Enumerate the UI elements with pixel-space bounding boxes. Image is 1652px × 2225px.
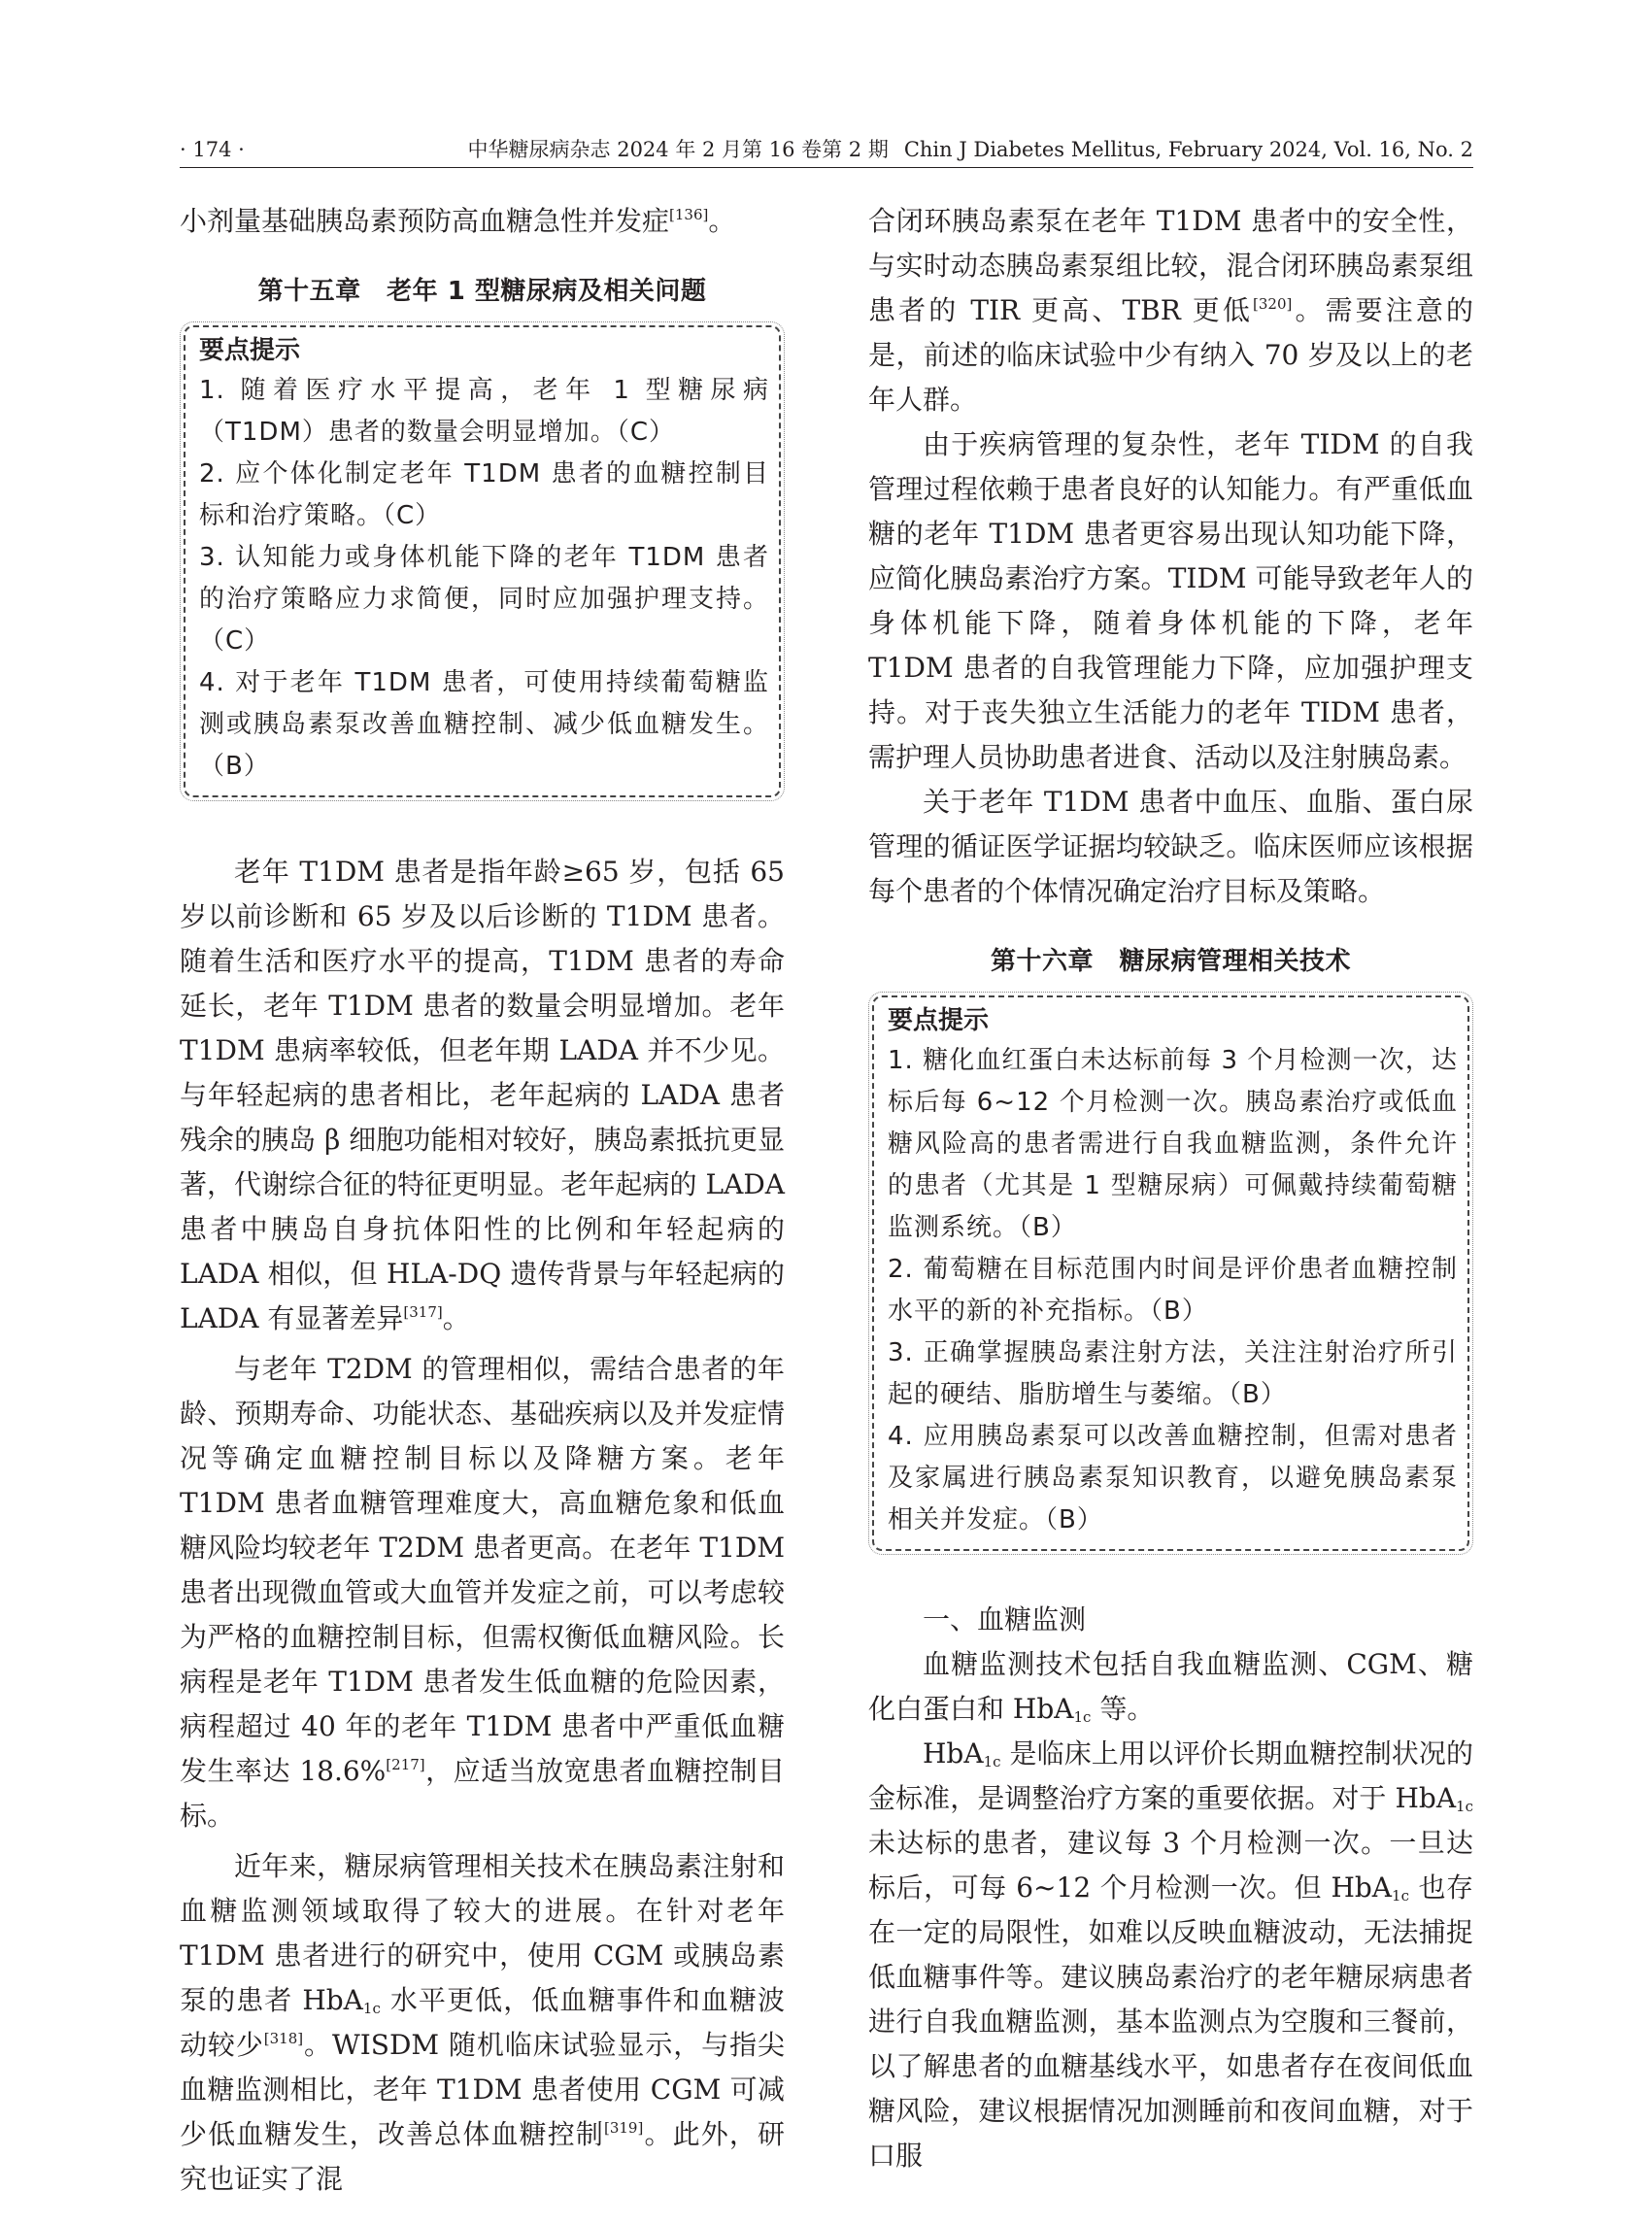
section-heading: 一、血糖监测 — [923, 1603, 1087, 1635]
left-column — [180, 199, 785, 2202]
journal-name-en: Chin J Diabetes Mellitus, February 2024, Vol. 16, No. 2 — [903, 138, 1473, 161]
key-point: 3. 正确掌握胰岛素注射方法，关注注射治疗所引起的硬结、脂肪增生与萎缩。（B） — [888, 1338, 1458, 1409]
paragraph: 与老年 T2DM 的管理相似，需结合患者的年龄、预期寿命、功能状态、基础疾病以及并发症情况等确定血糖控制目标以及降糖方案。老年 T1DM 患者血糖管理难度大，高血糖危象和低血糖风险均较老年 T2DM 患者更高。在老年 T1DM 患者出现微血管或大血管并发症之前，可以考虑较为严格的血糖控制目标，但需权衡低血糖风险。长病程是老年 T1DM 患者发生低血糖的危险因素，病程超过 40 年的老年 T1DM 患者中严重低血糖发生率达 18.6%[217]，应适当放宽患者血糖控制目标。 — [180, 1353, 785, 1832]
chapter-title: 第十五章 老年 1 型糖尿病及相关问题 — [257, 277, 707, 306]
right-column — [868, 199, 1473, 2178]
key-point: 4. 对于老年 T1DM 患者，可使用持续葡萄糖监测或胰岛素泵改善血糖控制、减少低血糖发生。（B） — [199, 668, 769, 781]
paragraph: 血糖监测技术包括自我血糖监测、CGM、糖化白蛋白和 HbA$_{1c}$ 等。 — [868, 1648, 1473, 1726]
paragraph: 由于疾病管理的复杂性，老年 TIDM 的自我管理过程依赖于患者良好的认知能力。有严重低血糖的老年 T1DM 患者更容易出现认知功能下降，应简化胰岛素治疗方案。TIDM 可能导致老年人的身体机能下降，随着身体机能的下降，老年 T1DM 患者的自我管理能力下降，应加强护理支持。对于丧失独立生活能力的老年 TIDM 患者，需护理人员协助患者进食、活动以及注射胰岛素。 — [868, 428, 1473, 773]
paragraph: 近年来，糖尿病管理相关技术在胰岛素注射和血糖监测领域取得了较大的进展。在针对老年 T1DM 患者进行的研究中，使用 CGM 或胰岛素泵的患者 HbA$_{1c}$ 水平更低，低血糖事件和血糖波动较少[318]。WISDM 随机临床试验显示，与指尖血糖监测相比，老年 T1DM 患者使用 CGM 可减少低血糖发生，改善总体血糖控制[319]。此外，研究也证实了混 — [180, 1850, 785, 2195]
page-number: · 174 · — [180, 138, 245, 161]
citation-ref[interactable]: [317] — [403, 1303, 443, 1321]
citation-ref[interactable]: [136] — [669, 206, 709, 223]
box-title: 要点提示 — [199, 336, 301, 365]
key-point: 2. 应个体化制定老年 T1DM 患者的血糖控制目标和治疗策略。（C） — [199, 459, 769, 530]
paragraph: 小剂量基础胰岛素预防高血糖急性并发症[136]。 — [180, 205, 736, 237]
journal-name-cn: 中华糖尿病杂志 2024 年 2 月第 16 卷第 2 期 — [467, 138, 889, 161]
key-points-box — [184, 325, 781, 797]
key-point: 3. 认知能力或身体机能下降的老年 T1DM 患者的治疗策略应力求简便，同时应加强护理支持。（C） — [199, 543, 769, 656]
box-title: 要点提示 — [888, 1006, 990, 1035]
citation-ref[interactable]: [318] — [263, 2030, 304, 2047]
paragraph: 关于老年 T1DM 患者中血压、血脂、蛋白尿管理的循证医学证据均较缺乏。临床医师应该根据每个患者的个体情况确定治疗目标及策略。 — [868, 786, 1473, 907]
chapter-title: 第十六章 糖尿病管理相关技术 — [990, 947, 1351, 976]
paragraph: HbA$_{1c}$ 是临床上用以评价长期血糖控制状况的金标准，是调整治疗方案的重要依据。对于 HbA$_{1c}$ 未达标的患者，建议每 3 个月检测一次。一旦达标后，可每 6~12 个月检测一次。但 HbA$_{1c}$ 也存在一定的局限性，如难以反映血糖波动，无法捕捉低血糖事件等。建议胰岛素治疗的老年糖尿病患者进行自我血糖监测，基本监测点为空腹和三餐前，以了解患者的血糖基线水平，如患者存在夜间低血糖风险，建议根据情况加测睡前和夜间血糖，对于口服 — [868, 1737, 1473, 2172]
citation-ref[interactable]: [217] — [386, 1756, 425, 1773]
key-point: 1. 糖化血红蛋白未达标前每 3 个月检测一次，达标后每 6~12 个月检测一次。胰岛素治疗或低血糖风险高的患者需进行自我血糖监测，条件允许的患者（尤其是 1 型糖尿病）可佩戴持续葡萄糖监测系统。（B） — [888, 1046, 1458, 1242]
citation-ref[interactable]: [320] — [1253, 295, 1293, 313]
key-point: 2. 葡萄糖在目标范围内时间是评价患者血糖控制水平的新的补充指标。（B） — [888, 1255, 1458, 1326]
key-points-box — [872, 995, 1469, 1551]
paragraph: 老年 T1DM 患者是指年龄≥65 岁，包括 65 岁以前诊断和 65 岁及以后诊断的 T1DM 患者。随着生活和医疗水平的提高，T1DM 患者的寿命延长，老年 T1DM 患者的数量会明显增加。老年 T1DM 患病率较低，但老年期 LADA 并不少见。与年轻起病的患者相比，老年起病的 LADA 患者残余的胰岛 β 细胞功能相对较好，胰岛素抵抗更显著，代谢综合征的特征更明显。老年起病的 LADA 患者中胰岛自身抗体阳性的比例和年轻起病的 LADA 相似，但 HLA-DQ 遗传背景与年轻起病的 LADA 有显著差异[317]。 — [180, 856, 785, 1334]
paragraph: 合闭环胰岛素泵在老年 T1DM 患者中的安全性，与实时动态胰岛素泵组比较，混合闭环胰岛素泵组患者的 TIR 更高、TBR 更低[320]。需要注意的是，前述的临床试验中少有纳入 70 岁及以上的老年人群。 — [868, 205, 1473, 416]
running-header — [180, 132, 1473, 168]
citation-ref[interactable]: [319] — [603, 2119, 644, 2137]
key-point: 1. 随着医疗水平提高，老年 1 型糖尿病（T1DM）患者的数量会明显增加。（C） — [199, 376, 769, 447]
journal-citation — [453, 132, 1473, 167]
key-point: 4. 应用胰岛素泵可以改善血糖控制，但需对患者及家属进行胰岛素泵知识教育，以避免胰岛素泵相关并发症。（B） — [888, 1422, 1458, 1534]
